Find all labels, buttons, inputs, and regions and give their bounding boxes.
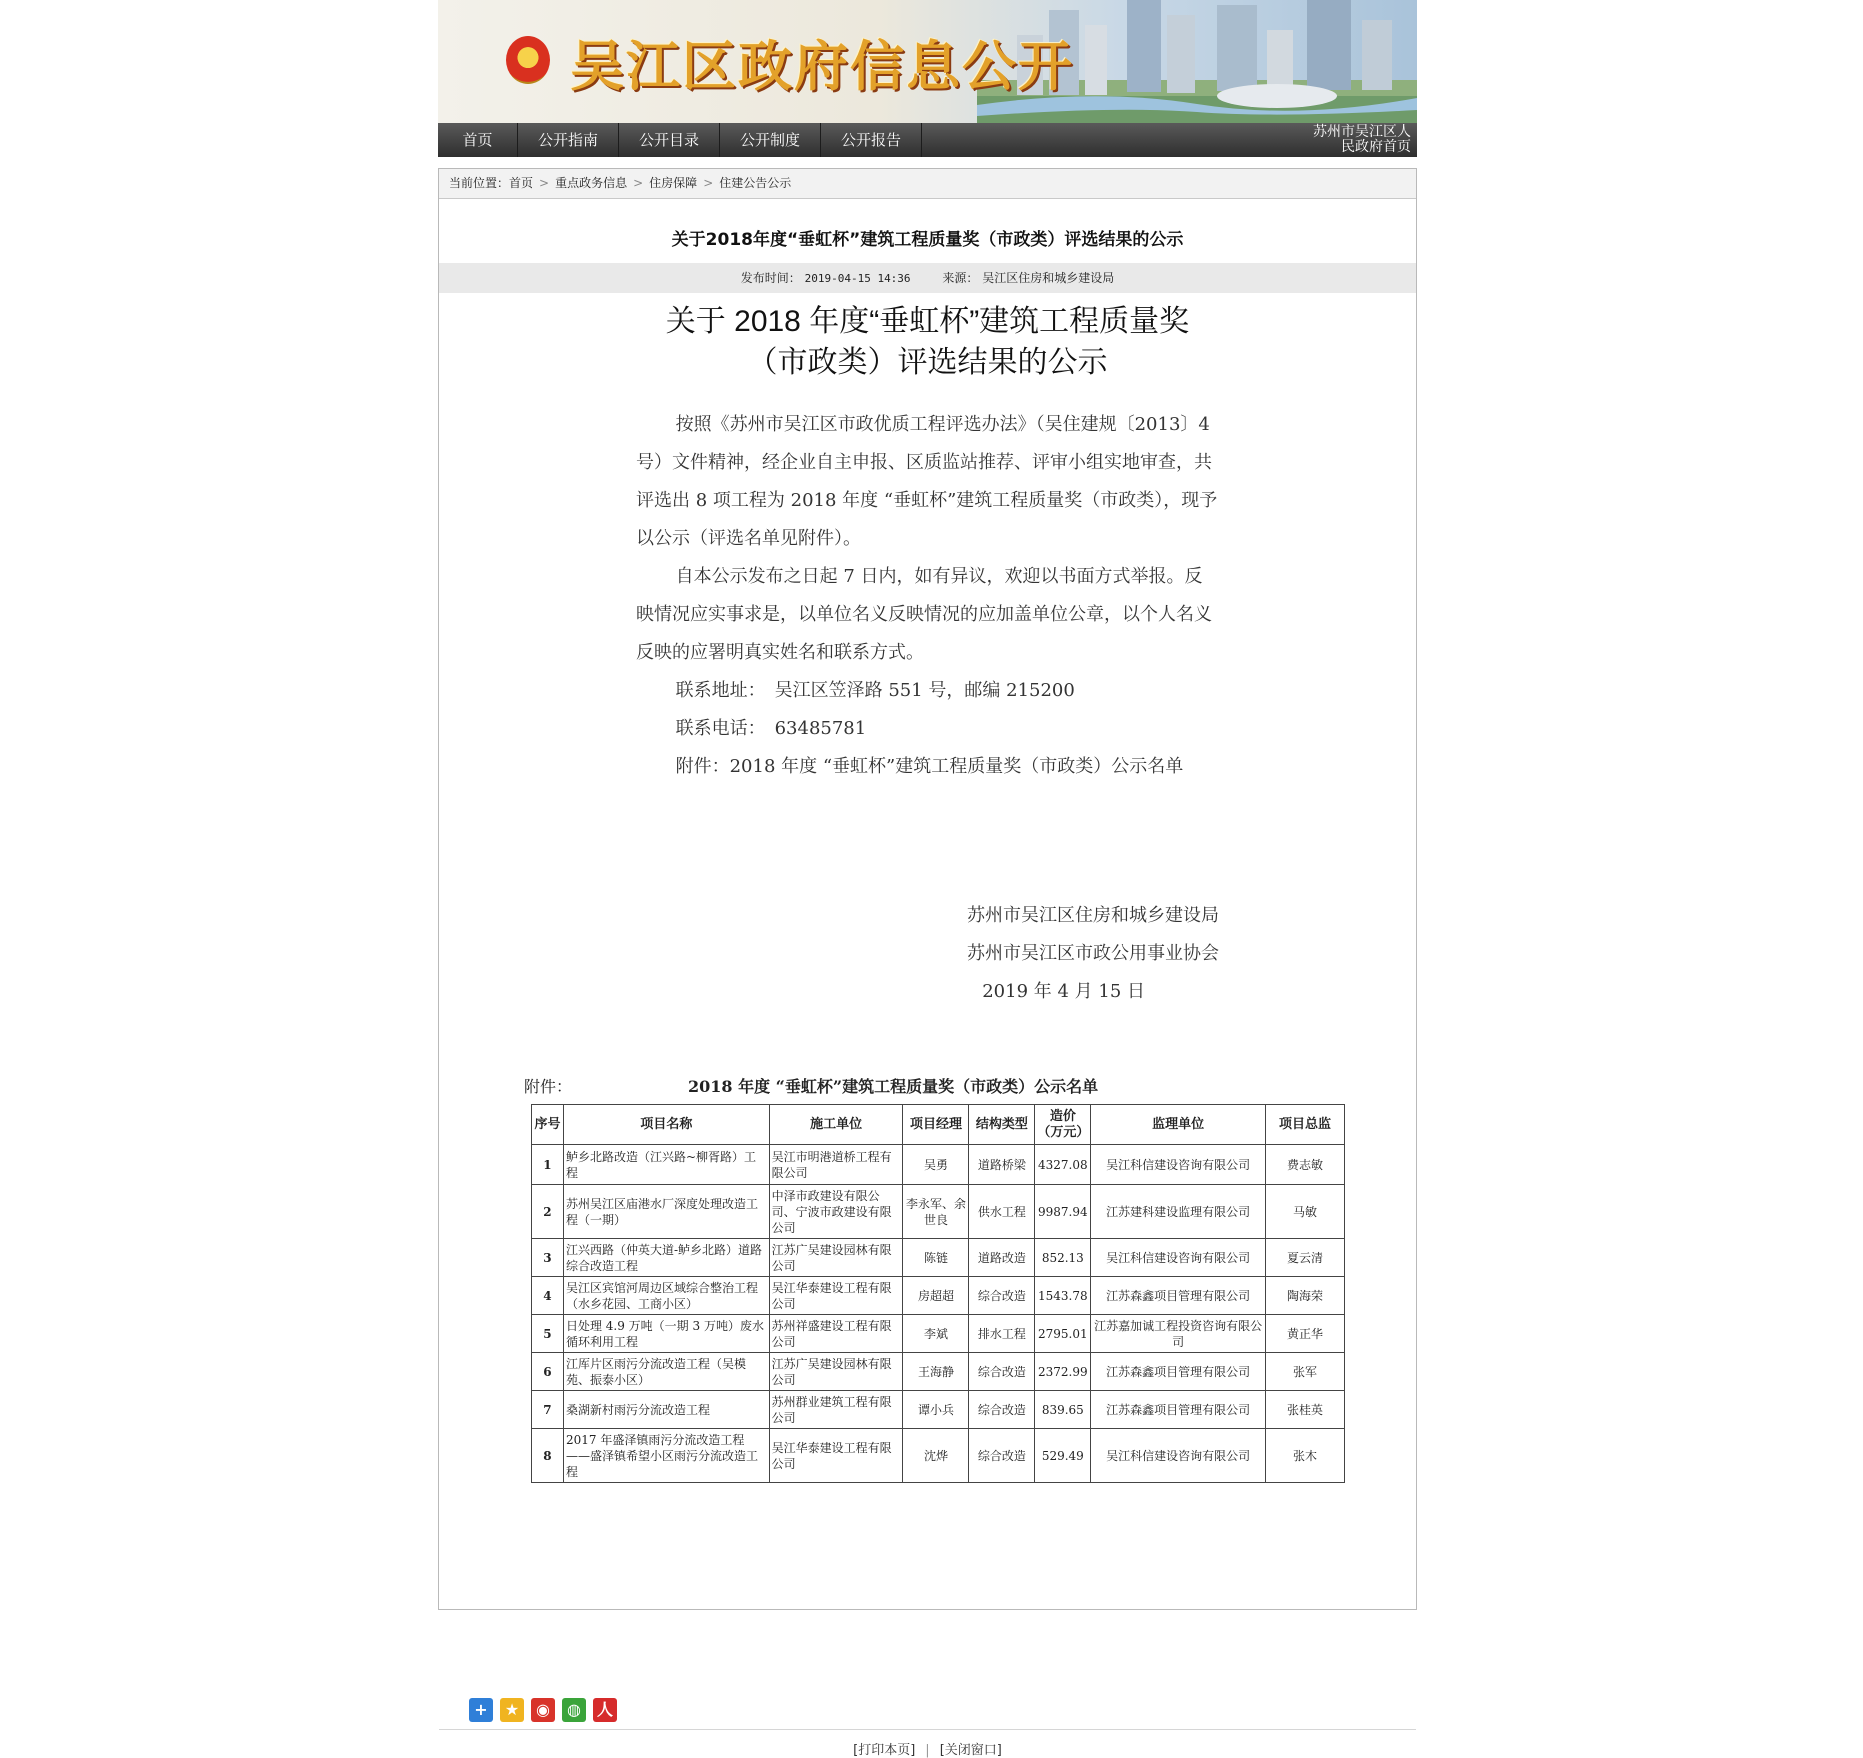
cell-supervisor: 吴江科信建设咨询有限公司 xyxy=(1091,1145,1266,1185)
cell-cost: 839.65 xyxy=(1035,1391,1091,1429)
cell-no: 8 xyxy=(532,1429,564,1483)
cell-supervisor: 江苏森鑫项目管理有限公司 xyxy=(1091,1353,1266,1391)
cell-manager: 李斌 xyxy=(903,1315,969,1353)
gov-homepage-link[interactable]: 苏州市吴江区人民政府首页 xyxy=(1313,124,1411,155)
cell-contractor: 苏州群业建筑工程有限公司 xyxy=(769,1391,903,1429)
close-window-link[interactable]: [关闭窗口] xyxy=(939,1743,1002,1758)
source-value: 吴江区住房和城乡建设局 xyxy=(982,271,1115,285)
article-heading: 关于 2018 年度“垂虹杯”建筑工程质量奖（市政类）评选结果的公示 xyxy=(665,305,1190,379)
cell-contractor: 吴江华泰建设工程有限公司 xyxy=(769,1429,903,1483)
renren-icon[interactable]: 人 xyxy=(593,1698,617,1722)
cell-no: 4 xyxy=(532,1277,564,1315)
table-row xyxy=(532,1277,1345,1315)
cell-cost: 2795.01 xyxy=(1035,1315,1091,1353)
cell-no: 7 xyxy=(532,1391,564,1429)
cell-manager: 沈烨 xyxy=(903,1429,969,1483)
column-header: 造价（万元） xyxy=(1035,1105,1091,1145)
column-header: 项目经理 xyxy=(903,1105,969,1145)
breadcrumb-key-info[interactable]: 重点政务信息 xyxy=(555,176,628,190)
cell-contractor: 江苏广吴建设园林有限公司 xyxy=(769,1239,903,1277)
page xyxy=(438,0,1417,1758)
cell-no: 1 xyxy=(532,1145,564,1185)
cell-supervisor: 江苏嘉加诚工程投资咨询有限公司 xyxy=(1091,1315,1266,1353)
article-heading-block xyxy=(636,301,1219,383)
cell-no: 5 xyxy=(532,1315,564,1353)
award-list-table xyxy=(531,1104,1345,1483)
footer-actions xyxy=(439,1739,1416,1758)
cell-contractor: 中泽市政建设有限公司、宁波市政建设有限公司 xyxy=(769,1185,903,1239)
cell-supervisor: 江苏森鑫项目管理有限公司 xyxy=(1091,1391,1266,1429)
cell-project: 桑湖新村雨污分流改造工程 xyxy=(563,1391,769,1429)
cell-director: 费志敏 xyxy=(1266,1145,1345,1185)
cell-manager: 吴勇 xyxy=(903,1145,969,1185)
table-row xyxy=(532,1353,1345,1391)
breadcrumb-housing[interactable]: 住房保障 xyxy=(649,176,698,190)
print-page-link[interactable]: [打印本页] xyxy=(853,1743,916,1758)
cell-type: 排水工程 xyxy=(969,1315,1035,1353)
cell-supervisor: 吴江科信建设咨询有限公司 xyxy=(1091,1429,1266,1483)
cell-cost: 852.13 xyxy=(1035,1239,1091,1277)
cell-manager: 王海静 xyxy=(903,1353,969,1391)
share-more-icon[interactable]: + xyxy=(469,1698,493,1722)
paragraph-basis: 按照《苏州市吴江区市政优质工程评选办法》（吴住建规〔2013〕4 号）文件精神，经企业自主申报、区质监站推荐、评审小组实地审查，共评选出 8 项工程为 2018 年度 “垂虹杯”建筑工程质量奖（市政类），现予以公示（评选名单见附件）。 xyxy=(636,414,1218,549)
cell-director: 黄正华 xyxy=(1266,1315,1345,1353)
cell-director: 陶海荣 xyxy=(1266,1277,1345,1315)
content-frame xyxy=(438,168,1417,1758)
cell-supervisor: 江苏建科建设监理有限公司 xyxy=(1091,1185,1266,1239)
publish-time: 2019-04-15 14:36 xyxy=(804,272,911,285)
cell-no: 2 xyxy=(532,1185,564,1239)
column-header: 项目总监 xyxy=(1266,1105,1345,1145)
table-row xyxy=(532,1185,1345,1239)
article-body xyxy=(636,406,1219,786)
source-label: 来源： xyxy=(942,271,979,285)
nav-catalog[interactable]: 公开目录 xyxy=(619,123,720,157)
cell-project: 2017 年盛泽镇雨污分流改造工程——盛泽镇希望小区雨污分流改造工程 xyxy=(563,1429,769,1483)
cell-type: 综合改造 xyxy=(969,1353,1035,1391)
breadcrumb-separator: > xyxy=(633,176,644,190)
cell-type: 综合改造 xyxy=(969,1429,1035,1483)
cell-type: 综合改造 xyxy=(969,1277,1035,1315)
table-header-row xyxy=(532,1105,1345,1145)
cell-project: 日处理 4.9 万吨（一期 3 万吨）废水循环利用工程 xyxy=(563,1315,769,1353)
breadcrumb-separator: > xyxy=(539,176,550,190)
cell-project: 吴江区宾馆河周边区域综合整治工程（水乡花园、工商小区） xyxy=(563,1277,769,1315)
nav-report[interactable]: 公开报告 xyxy=(821,123,922,157)
publish-label: 发布时间： xyxy=(740,271,801,285)
cell-type: 供水工程 xyxy=(969,1185,1035,1239)
paragraph-objection: 自本公示发布之日起 7 日内，如有异议，欢迎以书面方式举报。反映情况应实事求是，以单位名义反映情况的应加盖单位公章，以个人名义反映的应署明真实姓名和联系方式。 xyxy=(636,566,1212,663)
attachment-label: 附件： xyxy=(524,1077,573,1096)
column-header: 监理单位 xyxy=(1091,1105,1266,1145)
table-row xyxy=(532,1239,1345,1277)
main-nav xyxy=(438,123,1417,157)
contact-phone: 联系电话： 63485781 xyxy=(675,718,867,739)
cell-type: 综合改造 xyxy=(969,1391,1035,1429)
nav-rules[interactable]: 公开制度 xyxy=(720,123,821,157)
cell-director: 张军 xyxy=(1266,1353,1345,1391)
qzone-icon[interactable]: ★ xyxy=(500,1698,524,1722)
nav-home[interactable]: 首页 xyxy=(438,123,518,157)
table-row xyxy=(532,1391,1345,1429)
contact-address: 联系地址： 吴江区笠泽路 551 号，邮编 215200 xyxy=(675,680,1075,701)
cell-manager: 陈链 xyxy=(903,1239,969,1277)
cell-no: 6 xyxy=(532,1353,564,1391)
article-title: 关于2018年度“垂虹杯”建筑工程质量奖（市政类）评选结果的公示 xyxy=(671,230,1184,250)
weibo-icon[interactable]: ◉ xyxy=(531,1698,555,1722)
cell-cost: 1543.78 xyxy=(1035,1277,1091,1315)
wechat-icon[interactable]: ◍ xyxy=(562,1698,586,1722)
cell-contractor: 吴江市明港道桥工程有限公司 xyxy=(769,1145,903,1185)
cell-manager: 李永军、余世良 xyxy=(903,1185,969,1239)
attachment-title: 2018 年度 “垂虹杯”建筑工程质量奖（市政类）公示名单 xyxy=(688,1077,1099,1096)
cell-cost: 9987.94 xyxy=(1035,1185,1091,1239)
breadcrumb-notices[interactable]: 住建公告公示 xyxy=(719,176,792,190)
breadcrumb-home[interactable]: 首页 xyxy=(509,176,534,190)
breadcrumb xyxy=(439,169,1416,199)
cell-director: 马敏 xyxy=(1266,1185,1345,1239)
table-row xyxy=(532,1315,1345,1353)
column-header: 项目名称 xyxy=(563,1105,769,1145)
nav-guide[interactable]: 公开指南 xyxy=(518,123,619,157)
cell-project: 鲈乡北路改造（江兴路~柳胥路）工程 xyxy=(563,1145,769,1185)
cell-project: 江兴西路（仲英大道-鲈乡北路）道路综合改造工程 xyxy=(563,1239,769,1277)
cell-no: 3 xyxy=(532,1239,564,1277)
table-row xyxy=(532,1145,1345,1185)
column-header: 施工单位 xyxy=(769,1105,903,1145)
column-header: 结构类型 xyxy=(969,1105,1035,1145)
site-banner xyxy=(438,0,1417,123)
cell-project: 苏州吴江区庙港水厂深度处理改造工程（一期） xyxy=(563,1185,769,1239)
column-header: 序号 xyxy=(532,1105,564,1145)
cell-manager: 房超超 xyxy=(903,1277,969,1315)
cell-cost: 529.49 xyxy=(1035,1429,1091,1483)
cell-director: 夏云清 xyxy=(1266,1239,1345,1277)
site-title: 吴江区政府信息公开 xyxy=(570,34,1074,98)
signature-bureau: 苏州市吴江区住房和城乡建设局 xyxy=(967,905,1219,926)
national-emblem-icon xyxy=(506,36,550,84)
cell-cost: 4327.08 xyxy=(1035,1145,1091,1185)
cell-project: 江厍片区雨污分流改造工程（吴模苑、振泰小区） xyxy=(563,1353,769,1391)
article-meta xyxy=(439,263,1416,293)
cell-type: 道路桥梁 xyxy=(969,1145,1035,1185)
breadcrumb-label: 当前位置： xyxy=(449,176,510,190)
signature-block xyxy=(636,897,1219,1011)
breadcrumb-separator: > xyxy=(703,176,714,190)
cell-contractor: 苏州祥盛建设工程有限公司 xyxy=(769,1315,903,1353)
footer-separator: | xyxy=(925,1743,930,1758)
cell-contractor: 吴江华泰建设工程有限公司 xyxy=(769,1277,903,1315)
table-row xyxy=(532,1429,1345,1483)
signature-association: 苏州市吴江区市政公用事业协会 xyxy=(967,943,1219,964)
cell-cost: 2372.99 xyxy=(1035,1353,1091,1391)
footer-divider xyxy=(439,1729,1416,1730)
cell-type: 道路改造 xyxy=(969,1239,1035,1277)
cell-supervisor: 吴江科信建设咨询有限公司 xyxy=(1091,1239,1266,1277)
attachment-note: 附件：2018 年度 “垂虹杯”建筑工程质量奖（市政类）公示名单 xyxy=(675,756,1184,777)
cell-director: 张桂英 xyxy=(1266,1391,1345,1429)
signature-date: 2019 年 4 月 15 日 xyxy=(982,981,1145,1002)
cell-director: 张木 xyxy=(1266,1429,1345,1483)
cell-contractor: 江苏广吴建设园林有限公司 xyxy=(769,1353,903,1391)
cell-manager: 谭小兵 xyxy=(903,1391,969,1429)
cell-supervisor: 江苏森鑫项目管理有限公司 xyxy=(1091,1277,1266,1315)
